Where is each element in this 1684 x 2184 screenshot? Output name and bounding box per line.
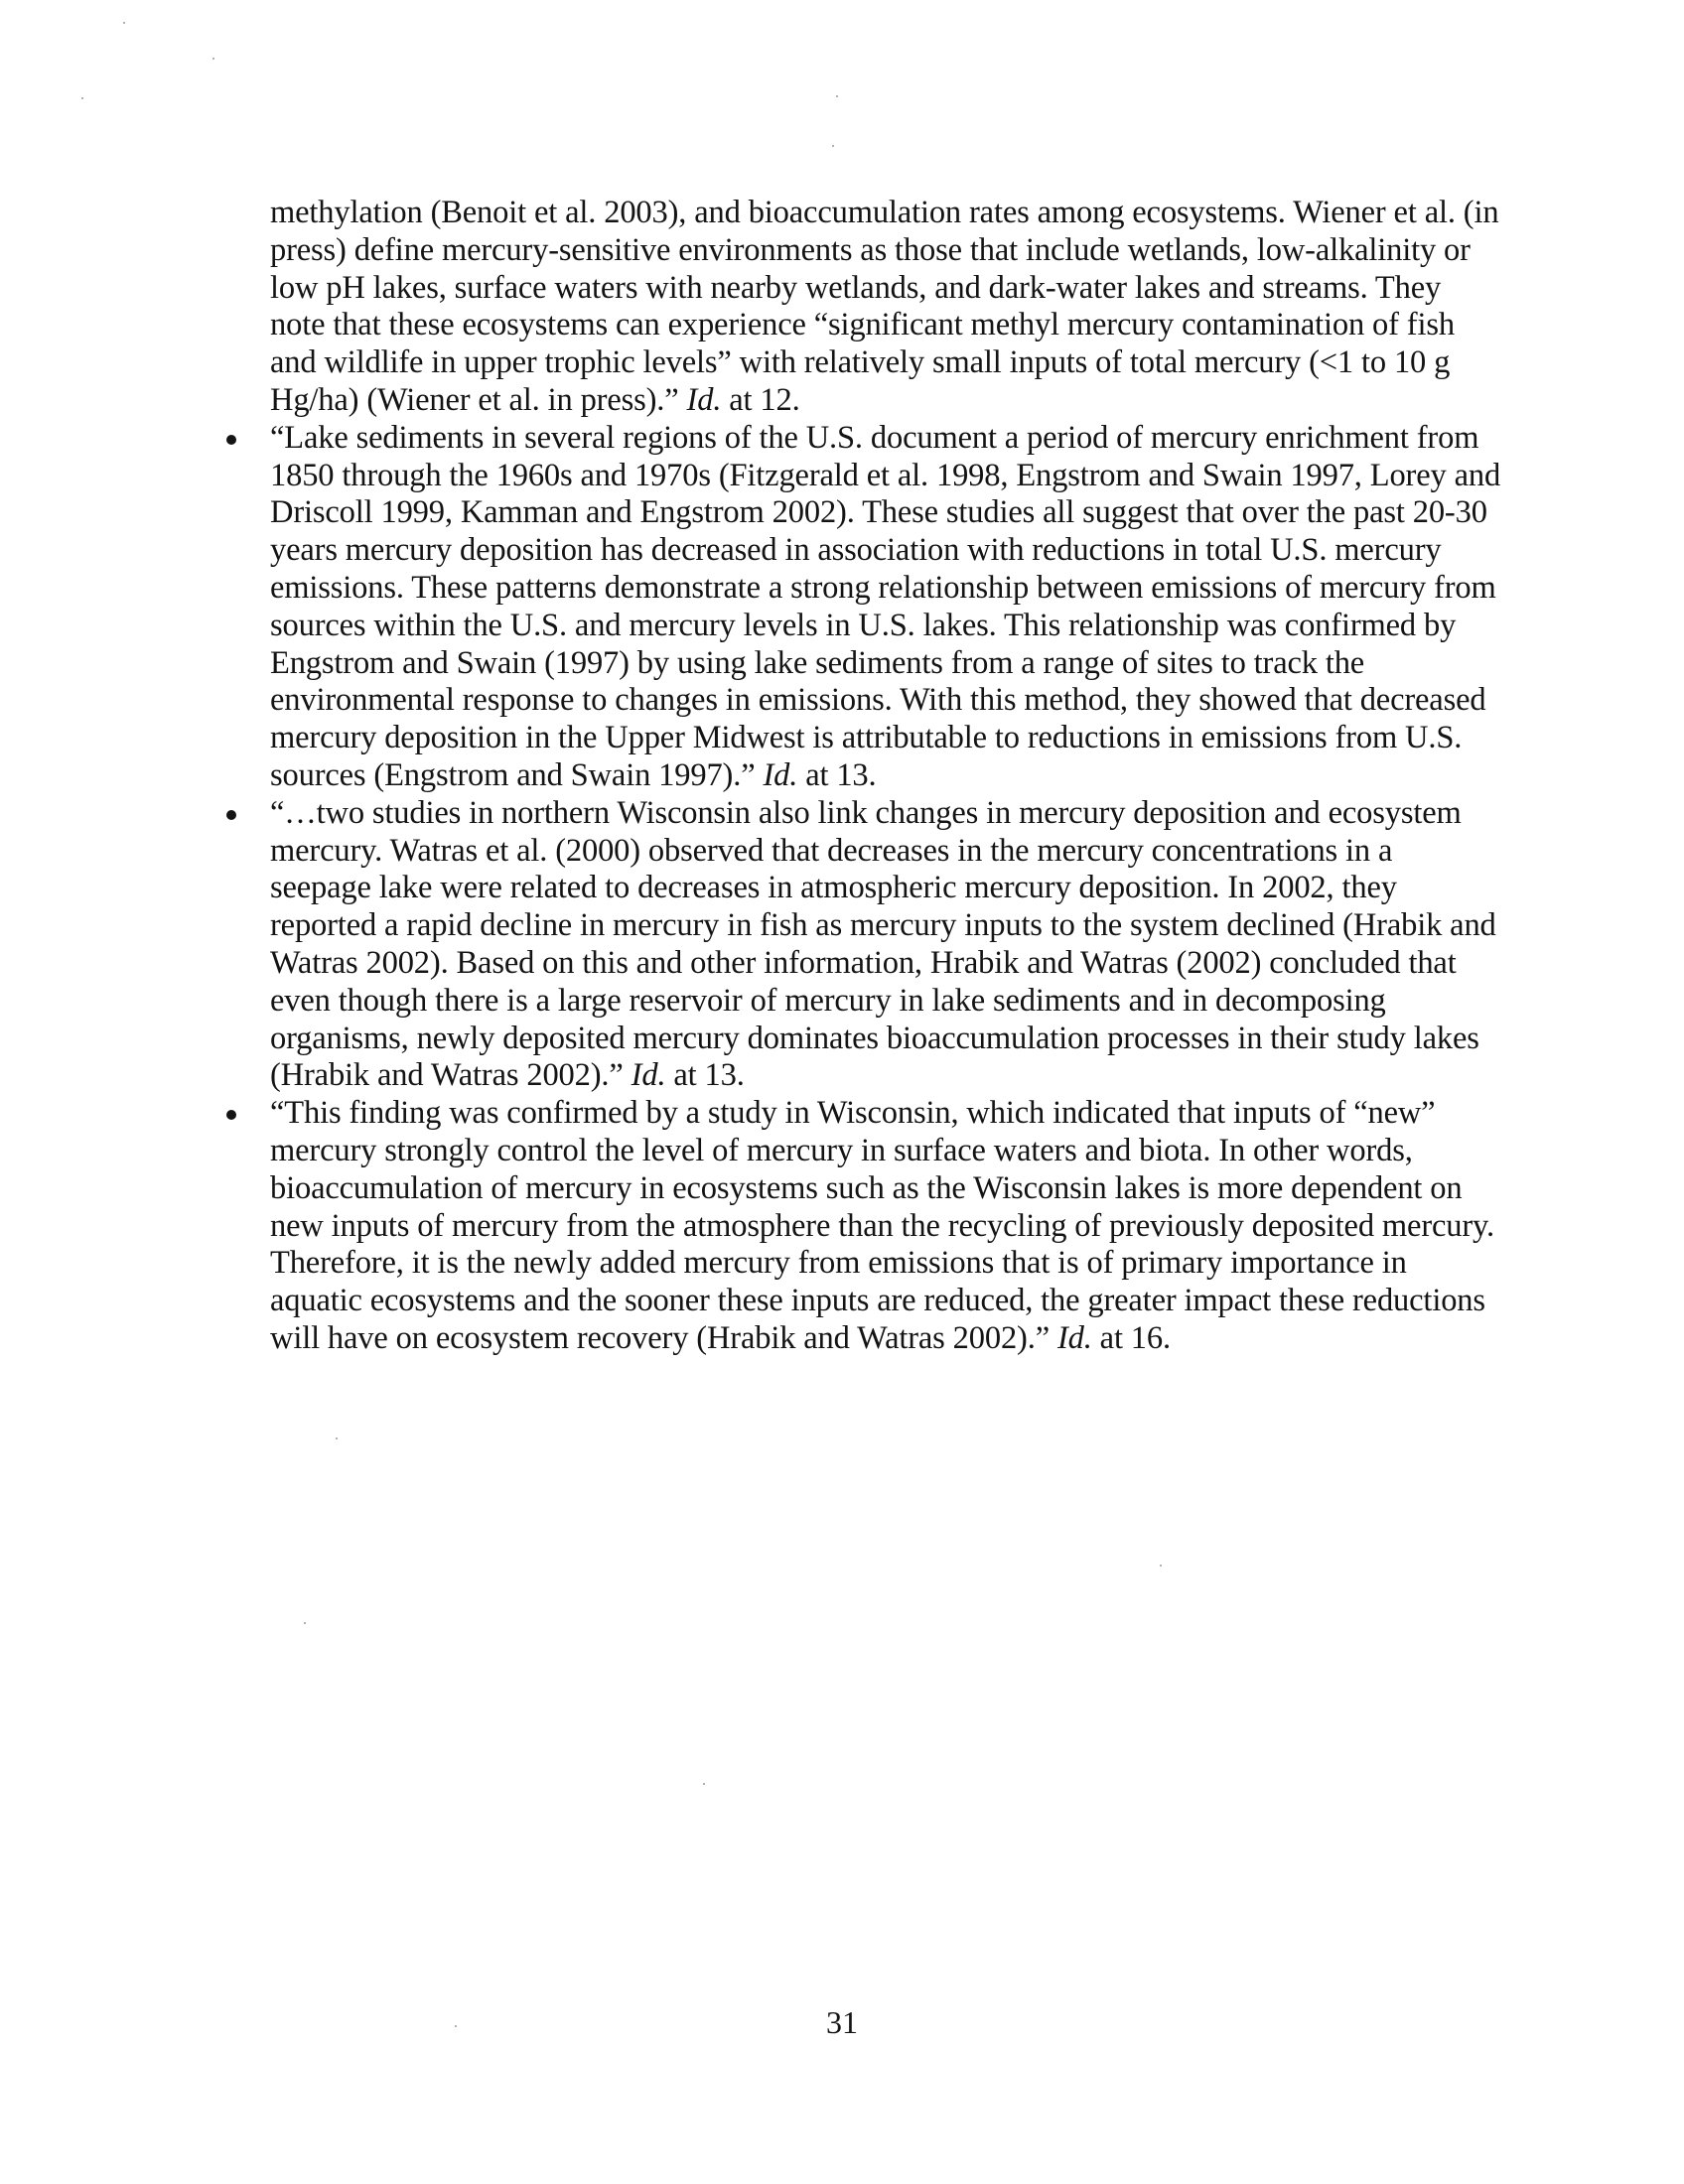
scan-speck [703, 1783, 705, 1785]
bullet-text: “…two studies in northern Wisconsin also link changes in mercury deposition and ecosystem mercury. Watras et al. (2000) observed that decreases in the mercury concentrations in a seepage lake were related to decreases in atmospheric mercury deposition. In 2002, they reported a rapid decline in mercury in fish as mercury inputs to the system declined (Hrabik and Watras 2002). Based on this and other information, Hrabik and Watras (2002) concluded that even though there is a large reservoir of mercury in lake sediments and in decomposing organisms, newly deposited mercury dominates bioaccumulation processes in their study lakes (Hrabik and Watras 2002).” [270, 794, 1496, 1094]
scan-speck [832, 145, 834, 147]
body-text [270, 195, 1501, 1358]
citation-page: at 13. [665, 1057, 745, 1094]
scan-speck [123, 22, 125, 24]
citation-page: at 12. [721, 381, 800, 418]
bullet-item [270, 420, 1501, 795]
bullet-item [270, 795, 1501, 1095]
bullet-icon [226, 435, 236, 445]
scan-speck [1160, 1565, 1162, 1567]
scan-speck [304, 1622, 306, 1624]
quote-bullet-list [270, 420, 1501, 1358]
bullet-icon [226, 810, 236, 820]
scan-speck [81, 97, 83, 99]
bullet-item [270, 1095, 1501, 1358]
scan-speck [836, 95, 838, 97]
citation-id: Id. [631, 1057, 666, 1094]
citation-page: at 16. [1091, 1319, 1171, 1356]
bullet-text: “Lake sediments in several regions of the U.S. document a period of mercury enrichment from 1850 through the 1960s and 1970s (Fitzgerald et al. 1998, Engstrom and Swain 1997, Lorey and Driscoll 1999, Kamman and Engstrom 2002). These studies all suggest that over the past 20-30 years mercury deposition has decreased in association with reductions in total U.S. mercury emissions. These patterns demonstrate a strong relationship between emissions of mercury from sources within the U.S. and mercury levels in U.S. lakes. This relationship was confirmed by Engstrom and Swain (1997) by using lake sediments from a range of sites to track the environmental response to changes in emissions. With this method, they showed that decreased mercury deposition in the Upper Midwest is attributable to reductions in emissions from U.S. sources (Engstrom and Swain 1997).” [270, 419, 1501, 793]
citation-id: Id. [763, 756, 798, 793]
bullet-text: “This finding was confirmed by a study in Wisconsin, which indicated that inputs of “new” mercury strongly control the level of mercury in surface waters and biota. In other words, bioaccumulation of mercury in ecosystems such as the Wisconsin lakes is more dependent on new inputs of mercury from the atmosphere than the recycling of previously deposited mercury. Therefore, it is the newly added mercury from emissions that is of primary importance in aquatic ecosystems and the sooner these inputs are reduced, the greater impact these reductions will have on ecosystem recovery (Hrabik and Watras 2002).” [270, 1095, 1494, 1356]
scan-speck [212, 58, 214, 60]
intro-paragraph-text: methylation (Benoit et al. 2003), and bioaccumulation rates among ecosystems. Wiener et al. (in press) define mercury-sensitive environments as those that include wetlands, low-alkalinity or low pH lakes, surface waters with nearby wetlands, and dark-water lakes and streams. They note that these ecosystems can experience “significant methyl mercury contamination of fish and wildlife in upper trophic levels” with relatively small inputs of total mercury (<1 to 10 g Hg/ha) (Wiener et al. in press).” [270, 195, 1499, 418]
scan-speck [336, 1437, 338, 1439]
citation-id: Id. [686, 381, 722, 418]
page-number: 31 [826, 2004, 858, 2040]
citation-page: at 13. [797, 756, 877, 793]
citation-id: Id. [1056, 1319, 1092, 1356]
bullet-icon [226, 1110, 236, 1120]
intro-paragraph [270, 195, 1501, 420]
